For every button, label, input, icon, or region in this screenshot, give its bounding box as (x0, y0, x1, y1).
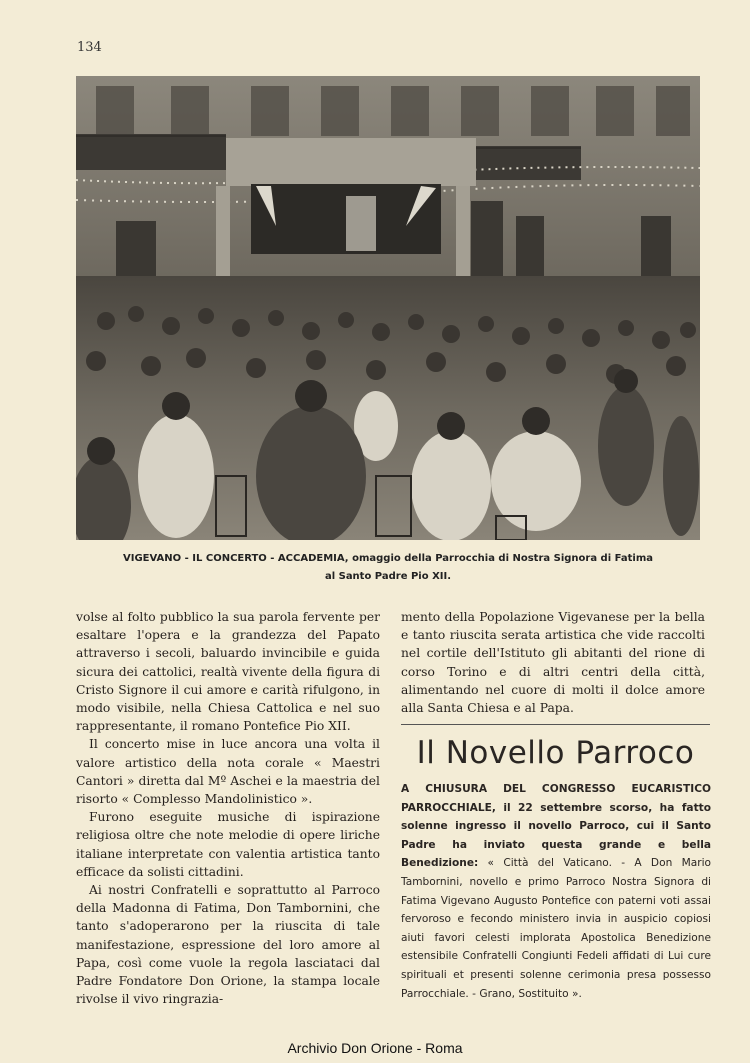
right-column-continuation (401, 608, 705, 717)
paragraph: volse al folto pubblico la sua parola fervente per esaltare l'opera e la grandezza del Papato attraverso i secoli, baluardo invincibile e guida sicura dei cattolici, realtà vivente della figura di Cristo Signore il cui amore e carità rifulgono, in modo visibile, nella Chiesa Cattolica e nel suo rappresentante, il romano Pontefice Pio XII. (76, 610, 380, 734)
archive-footer: Archivio Don Orione - Roma (287, 1040, 463, 1056)
caption-line-2: al Santo Padre Pio XII. (324, 571, 452, 582)
article-lead: A CHIUSURA DEL CONGRESSO EUCARISTICO PARROCCHIALE, il 22 settembre scorso, ha fatto solenne ingresso il novello Parroco, cui il Santo Padre ha inviato questa grande e bella Benedizione: (401, 783, 711, 870)
caption-line-1: VIGEVANO - IL CONCERTO - ACCADEMIA, omaggio della Parrocchia di Nostra Signora di Fatima (123, 553, 653, 564)
page-number: 134 (77, 40, 102, 55)
paragraph: Il concerto mise in luce ancora una volta il valore artistico della nota corale « Maestri Cantori » diretta dal Mº Aschei e la maestria del risorto « Complesso Mandolinistico ». (76, 737, 380, 807)
article-body (401, 780, 711, 1003)
concert-photograph (76, 76, 700, 540)
paragraph: mento della Popolazione Vigevanese per la bella e tanto riuscita serata artistica che vide raccolti nel cortile dell'Istituto gli abitanti del rione di corso Torino e di altri centri della città, alimentando nel cuore di molti il dolce amore alla Santa Chiesa e al Papa. (401, 610, 705, 716)
left-column (76, 608, 380, 1008)
photo-caption (76, 550, 700, 586)
paragraph: Ai nostri Confratelli e soprattutto al Parroco della Madonna di Fatima, Don Tambornini, che tanto s'adoperarono per la riuscita di tale manifestazione, espressione del loro amore al Papa, così come vuole la regola lasciataci dal Padre Fondatore Don Orione, la stampa locale rivolse il vivo ringrazia- (76, 883, 380, 1007)
article-headline: Il Novello Parroco (416, 735, 695, 771)
section-divider (401, 724, 710, 725)
article-text: « Città del Vaticano. - A Don Mario Tambornini, novello e primo Parroco Nostra Signora di Fatima Vigevano Augusto Pontefice con paterni voti assai fervoroso e fecondo ministero invia in auspicio copiosi aiuti favori celesti implorata Apostolica Benedizione estensibile Confratelli Congiunti Fedeli affidati di Lui cure spirituali et presenti solenne cerimonia presa possesso Parrocchiale. - Grano, Sostituito ». (401, 857, 711, 1000)
paragraph: Furono eseguite musiche di ispirazione religiosa oltre che note melodie di opere liriche italiane interpretate con valentia artistica tanto efficace da solisti cittadini. (76, 810, 380, 879)
